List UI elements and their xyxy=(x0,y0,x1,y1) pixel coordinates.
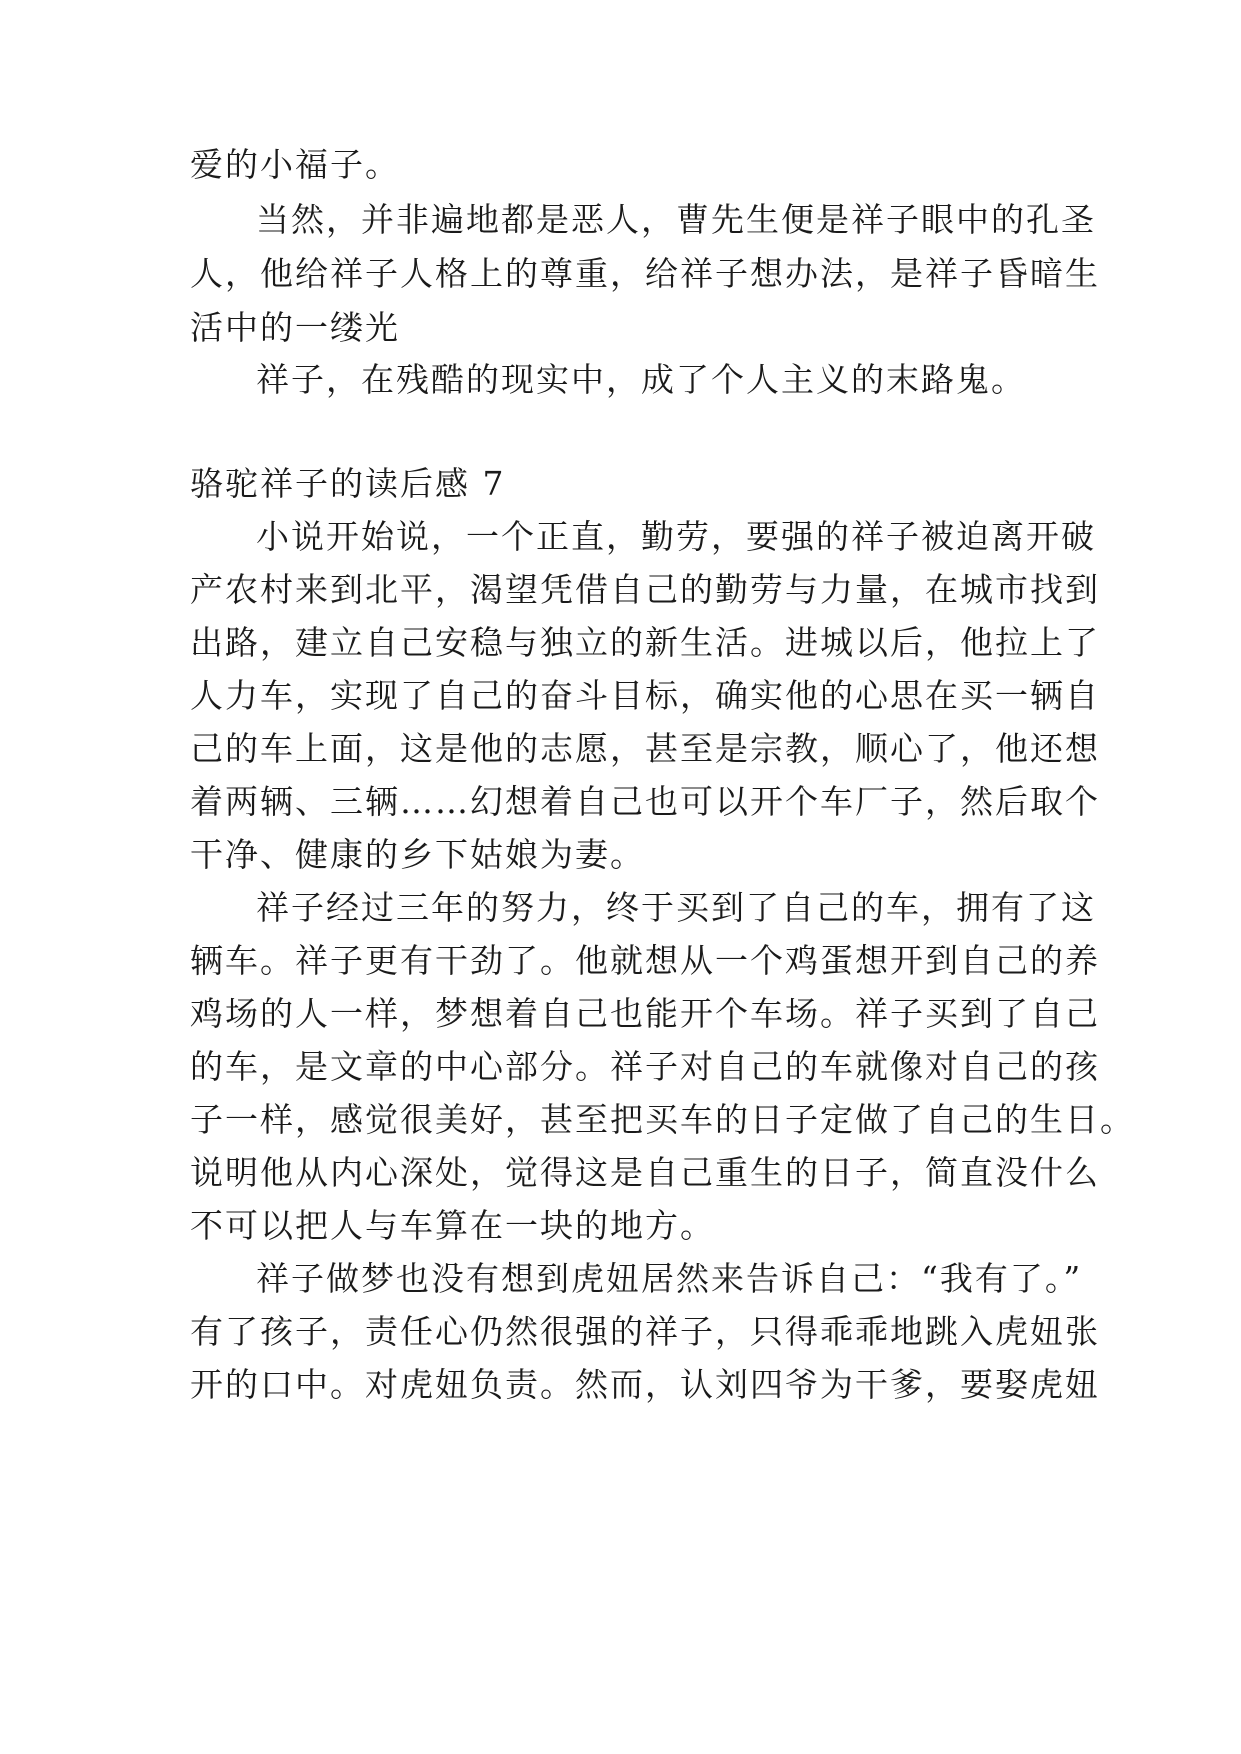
text-line: 产农村来到北平，渴望凭借自己的勤劳与力量，在城市找到 xyxy=(190,570,1100,609)
text-line: 己的车上面，这是他的志愿，甚至是宗教，顺心了，他还想 xyxy=(190,729,1100,768)
text-line: 人，他给祥子人格上的尊重，给祥子想办法，是祥子昏暗生 xyxy=(190,254,1100,293)
text-line: 不可以把人与车算在一块的地方。 xyxy=(190,1206,715,1245)
paragraph-first-line: 祥子经过三年的努力，终于买到了自己的车，拥有了这 xyxy=(256,888,1096,927)
text-line: 有了孩子，责任心仍然很强的祥子，只得乖乖地跳入虎妞张 xyxy=(190,1312,1100,1351)
text-line: 出路，建立自己安稳与独立的新生活。进城以后，他拉上了 xyxy=(190,623,1100,662)
paragraph-first-line: 当然，并非遍地都是恶人，曹先生便是祥子眼中的孔圣 xyxy=(256,200,1096,239)
text-line: 着两辆、三辆……幻想着自己也可以开个车厂子，然后取个 xyxy=(190,782,1100,821)
text-line: 的车，是文章的中心部分。祥子对自己的车就像对自己的孩 xyxy=(190,1047,1100,1086)
text-line: 干净、健康的乡下姑娘为妻。 xyxy=(190,835,645,874)
text-line: 鸡场的人一样，梦想着自己也能开个车场。祥子买到了自己 xyxy=(190,994,1100,1033)
text-line: 活中的一缕光 xyxy=(190,308,400,347)
text-line: 开的口中。对虎妞负责。然而，认刘四爷为干爹，要娶虎妞 xyxy=(190,1365,1100,1404)
text-line: 子一样，感觉很美好，甚至把买车的日子定做了自己的生日。 xyxy=(190,1100,1135,1139)
text-line: 辆车。祥子更有干劲了。他就想从一个鸡蛋想开到自己的养 xyxy=(190,941,1100,980)
text-line: 说明他从内心深处，觉得这是自己重生的日子，简直没什么 xyxy=(190,1153,1100,1192)
text-line: 爱的小福子。 xyxy=(190,145,400,184)
paragraph-first-line: 祥子做梦也没有想到虎妞居然来告诉自己：“我有了。” xyxy=(256,1259,1083,1298)
text-line: 人力车，实现了自己的奋斗目标，确实他的心思在买一辆自 xyxy=(190,676,1100,715)
paragraph-first-line: 小说开始说，一个正直，勤劳，要强的祥子被迫离开破 xyxy=(256,517,1096,556)
paragraph-first-line: 祥子，在残酷的现实中，成了个人主义的末路鬼。 xyxy=(256,360,1026,399)
section-heading: 骆驼祥子的读后感 7 xyxy=(190,464,506,503)
